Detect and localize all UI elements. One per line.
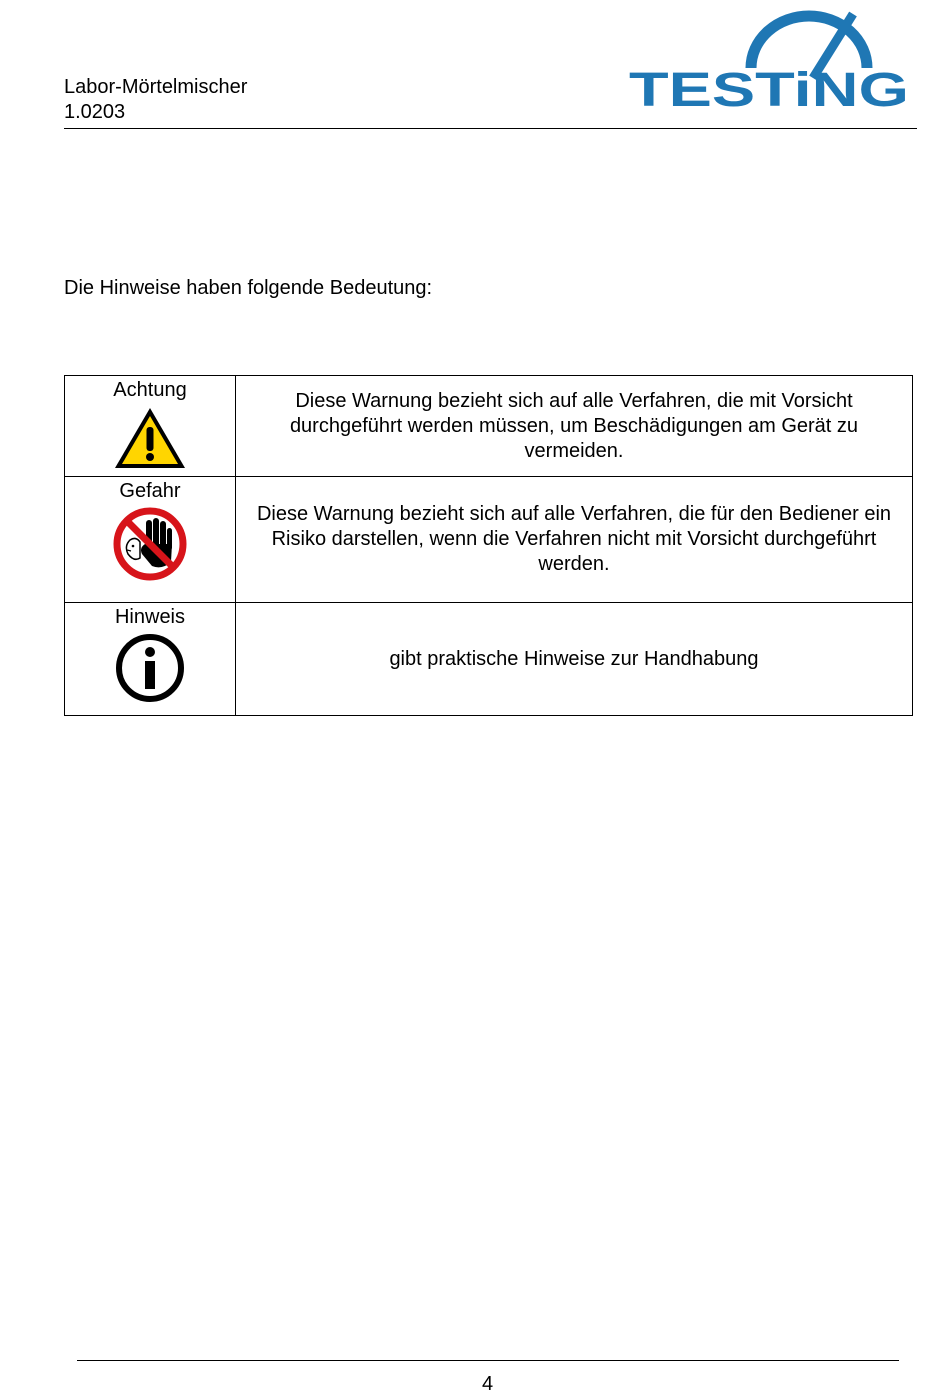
table-row <box>65 376 913 477</box>
footer-divider <box>77 1360 899 1361</box>
note-description: gibt praktische Hinweise zur Handhabung <box>236 603 913 716</box>
document-title: Labor-Mörtelmischer <box>64 76 248 98</box>
note-label: Hinweis <box>114 606 186 628</box>
testing-logo <box>626 10 912 110</box>
no-touch-hand-icon <box>112 506 188 582</box>
intro-text: Die Hinweise haben folgende Bedeutung: <box>64 277 433 299</box>
symbol-cell <box>65 477 236 603</box>
logo-text: TESTiNG <box>629 64 909 110</box>
document-number: 1.0203 <box>64 101 126 123</box>
symbol-cell <box>65 603 236 716</box>
header-divider <box>64 128 917 129</box>
table-row <box>65 477 913 603</box>
note-label: Gefahr <box>119 480 181 502</box>
table-row <box>65 603 913 716</box>
note-description: Diese Warnung bezieht sich auf alle Verfahren, die mit Vorsicht durchgeführt werden müssen, um Beschädigungen am Gerät zu vermeiden. <box>236 376 913 477</box>
warning-triangle-icon <box>112 405 188 471</box>
symbol-cell <box>65 376 236 477</box>
info-circle-icon <box>114 632 186 704</box>
note-label: Achtung <box>113 379 187 401</box>
notes-table <box>64 375 913 716</box>
document-header <box>64 75 247 125</box>
note-description: Diese Warnung bezieht sich auf alle Verfahren, die für den Bediener ein Risiko darstellen, wenn die Verfahren nicht mit Vorsicht durchgeführt werden. <box>236 477 913 603</box>
page-number: 4 <box>481 1373 494 1395</box>
